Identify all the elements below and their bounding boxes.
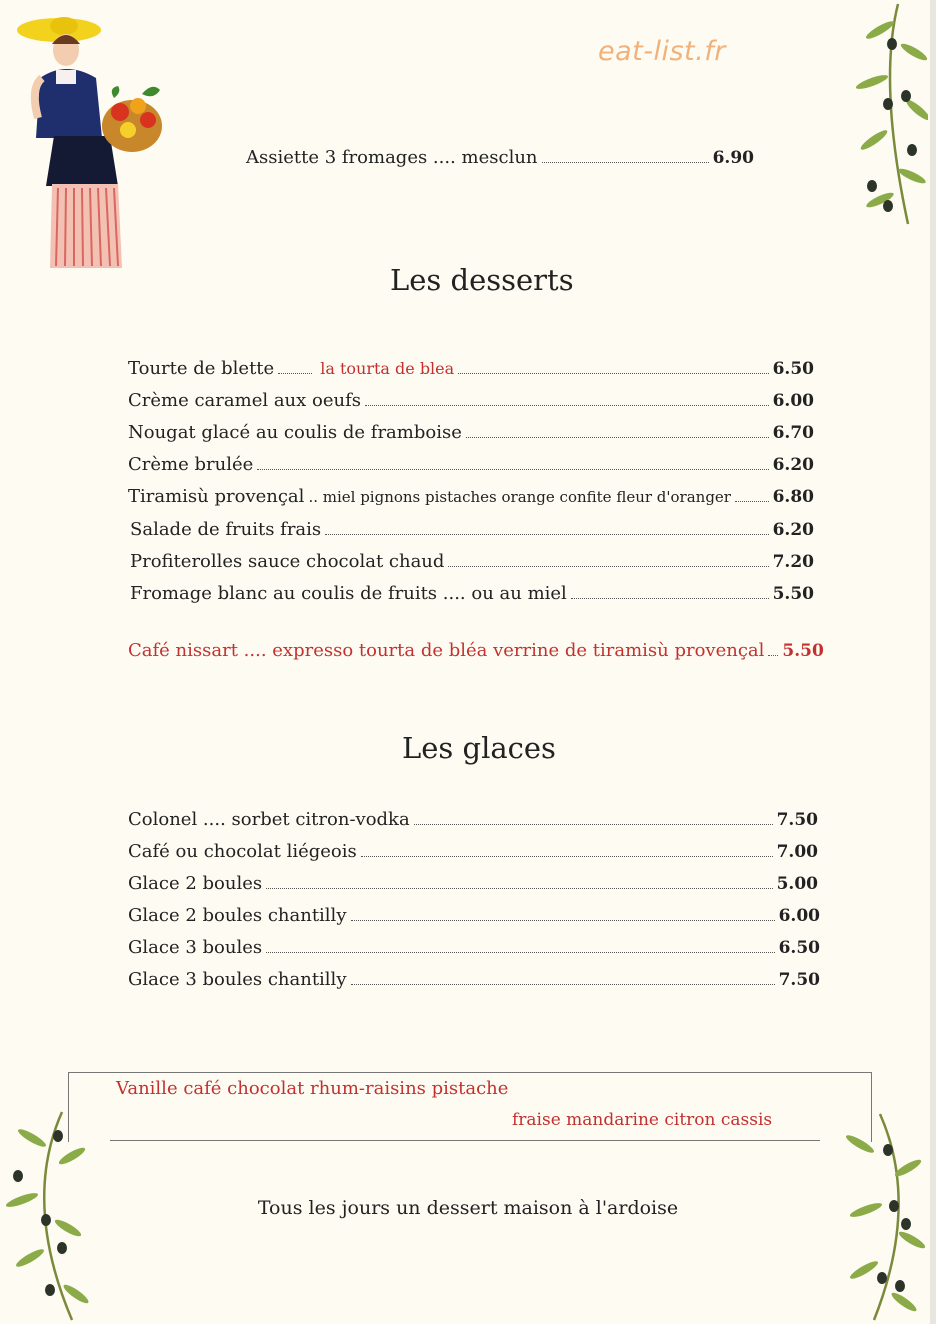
item-name: Nougat glacé au coulis de framboise [128, 422, 462, 443]
dot-leader [735, 501, 769, 502]
dot-leader [325, 534, 768, 535]
item-name: Assiette 3 fromages .... mesclun [246, 147, 538, 168]
item-price: 6.20 [772, 455, 814, 475]
item-name: Glace 3 boules [128, 937, 263, 958]
item-name: Fromage blanc au coulis de fruits .... ou au miel [130, 583, 567, 604]
dot-leader [351, 920, 775, 921]
item-price: 7.50 [778, 970, 820, 990]
item-price: 6.90 [712, 148, 754, 168]
menu-item-cafe-nissart [128, 639, 824, 663]
menu-item [128, 453, 814, 477]
item-price: 6.70 [772, 423, 814, 443]
menu-item [128, 872, 818, 896]
item-subtitle: .. miel pignons pistaches orange confite fleur d'oranger [308, 488, 731, 506]
menu-item [128, 421, 814, 445]
item-name: Salade de fruits frais [130, 519, 322, 540]
dot-leader [257, 469, 768, 470]
provencal-girl-illustration [14, 8, 164, 276]
dot-leader [361, 856, 773, 857]
dot-leader [458, 373, 768, 374]
menu-item [130, 518, 814, 542]
item-price: 6.50 [772, 359, 814, 379]
item-name: Tourte de blette [128, 358, 275, 379]
item-name: Profiterolles sauce chocolat chaud [130, 551, 445, 572]
dot-leader [768, 655, 778, 656]
item-name: Glace 2 boules chantilly [128, 905, 347, 926]
menu-item [128, 808, 818, 832]
dot-leader [542, 162, 709, 163]
menu-item [128, 904, 820, 928]
footer-note: Tous les jours un dessert maison à l'ardoise [257, 1197, 679, 1219]
dot-leader [365, 405, 769, 406]
menu-item [128, 357, 814, 381]
item-price: 6.00 [772, 391, 814, 411]
item-price: 5.50 [782, 641, 824, 661]
flavors-line-2: fraise mandarine citron cassis [512, 1110, 773, 1130]
menu-item [128, 936, 820, 960]
item-name: Café ou chocolat liégeois [128, 841, 357, 862]
menu-item [130, 550, 814, 574]
item-name: Tiramisù provençal [128, 486, 305, 507]
dot-leader [351, 984, 775, 985]
item-name: Glace 3 boules chantilly [128, 969, 347, 990]
item-name: Colonel .... sorbet citron-vodka [128, 809, 410, 830]
item-price: 5.50 [772, 584, 814, 604]
item-price: 6.80 [772, 487, 814, 507]
menu-item [128, 968, 820, 992]
menu-item-assiette [246, 146, 754, 170]
dot-leader [448, 566, 768, 567]
item-name: Crème brulée [128, 454, 254, 475]
menu-item [128, 485, 814, 509]
section-heading-glaces: Les glaces [402, 731, 556, 765]
item-price: 7.50 [776, 810, 818, 830]
dot-leader [466, 437, 769, 438]
watermark: eat-list.fr [598, 36, 726, 67]
item-price: 7.20 [772, 552, 814, 572]
dot-leader [278, 373, 312, 374]
menu-item [128, 389, 814, 413]
dot-leader [266, 952, 774, 953]
section-heading-desserts: Les desserts [390, 263, 574, 297]
page-edge [930, 0, 936, 1324]
item-price: 5.00 [776, 874, 818, 894]
item-name: Café nissart .... expresso tourta de bléa verrine de tiramisù provençal [128, 640, 765, 661]
dot-leader [571, 598, 769, 599]
item-subtitle: la tourta de blea [320, 359, 455, 378]
olive-branch-icon [828, 0, 928, 228]
menu-item [128, 840, 818, 864]
item-price: 6.00 [778, 906, 820, 926]
dot-leader [266, 888, 772, 889]
item-price: 6.20 [772, 520, 814, 540]
divider [110, 1140, 820, 1141]
item-price: 6.50 [778, 938, 820, 958]
dot-leader [414, 824, 773, 825]
flavors-line-1: Vanille café chocolat rhum-raisins pistache [116, 1078, 509, 1099]
item-name: Glace 2 boules [128, 873, 263, 894]
item-price: 7.00 [776, 842, 818, 862]
item-name: Crème caramel aux oeufs [128, 390, 361, 411]
menu-item [130, 582, 814, 606]
